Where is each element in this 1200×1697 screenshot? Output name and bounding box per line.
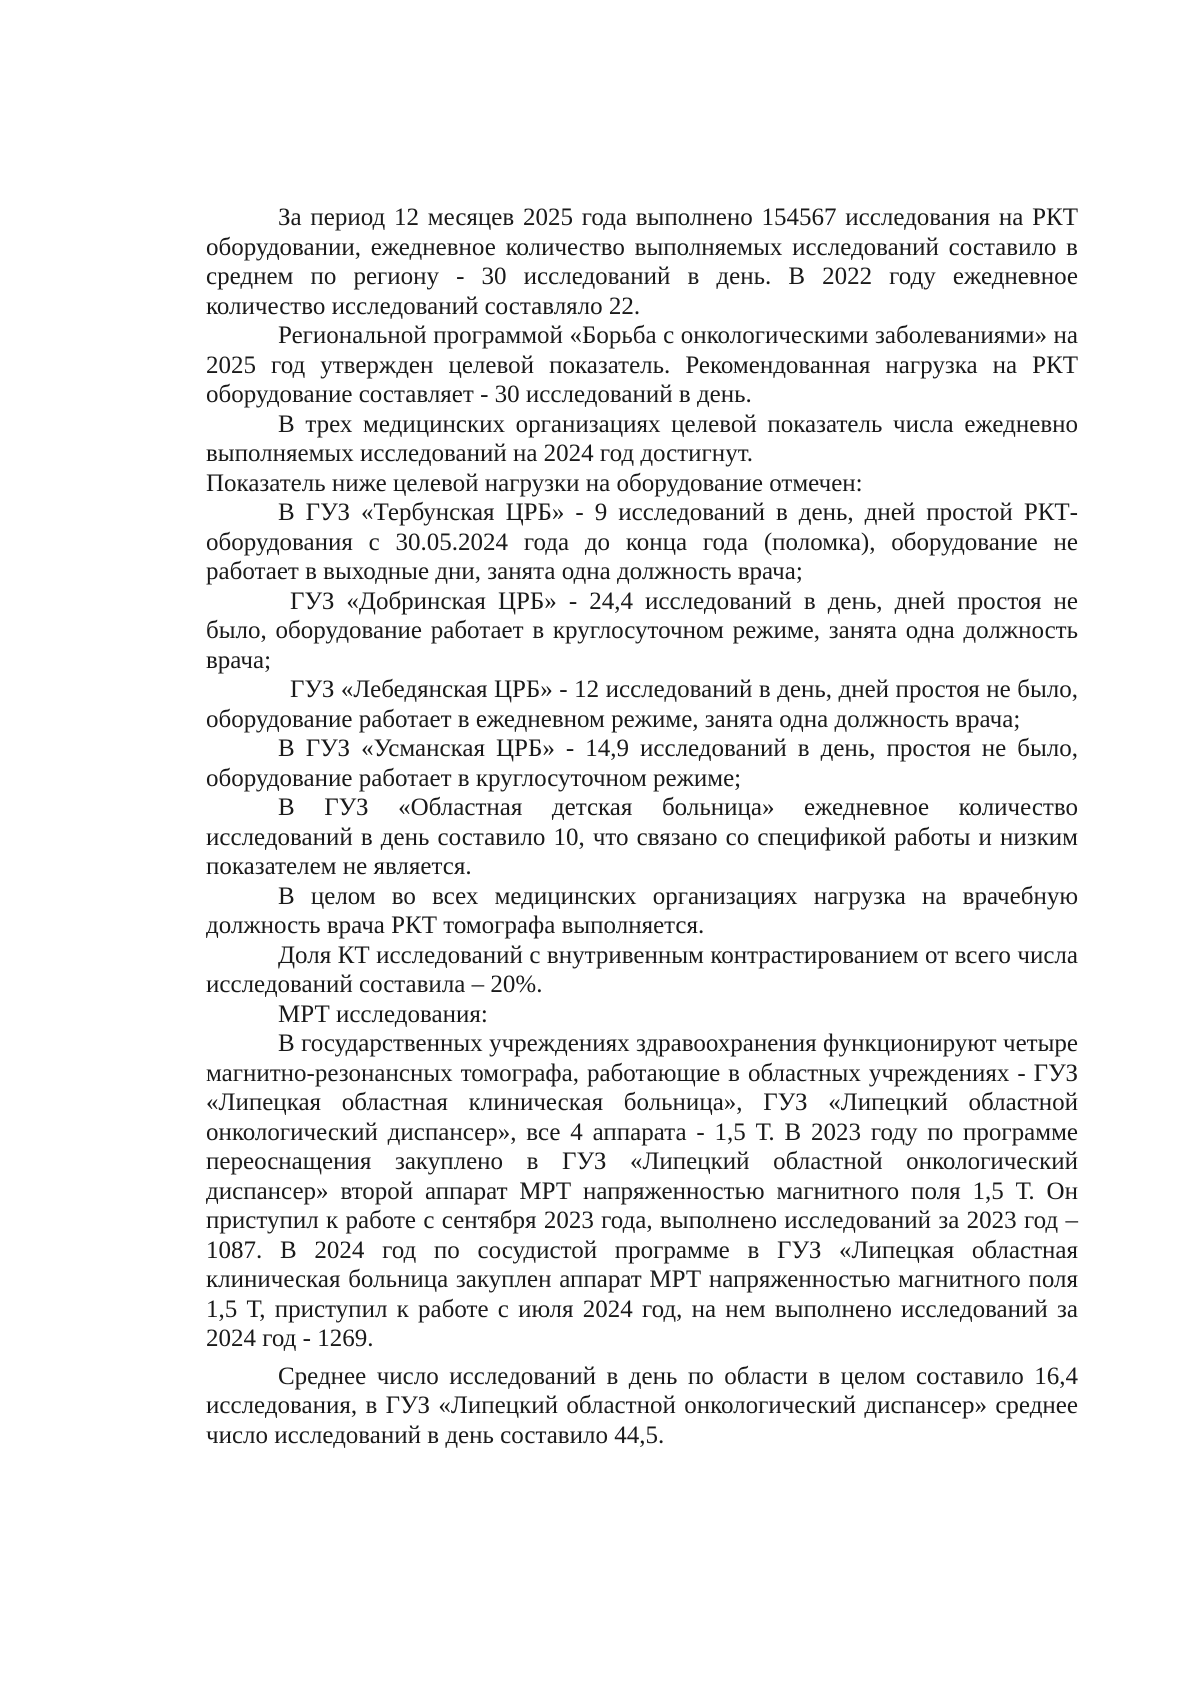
paragraph-contrast-share: Доля КТ исследований с внутривенным контрастированием от всего числа исследований составила – 20%. xyxy=(206,941,1078,998)
section-heading-mri: МРТ исследования: xyxy=(278,1000,488,1028)
paragraph-lebedyanskaya: ГУЗ «Лебедянская ЦРБ» - 12 исследований в день, дней простоя не было, оборудование работает в ежедневном режиме, занята одна должность врача; xyxy=(206,676,1078,733)
paragraph-childrens-hospital: В ГУЗ «Областная детская больница» ежедневное количество исследований в день составило 10, что связано со спецификой работы и низким показателем не является. xyxy=(206,794,1078,880)
paragraph-usmanskaya: В ГУЗ «Усманская ЦРБ» - 14,9 исследований в день, простоя не было, оборудование работает в круглосуточном режиме; xyxy=(206,735,1078,792)
paragraph-overall-load: В целом во всех медицинских организациях нагрузка на врачебную должность врача РКТ томографа выполняется. xyxy=(206,882,1078,939)
document-body xyxy=(206,203,1078,1450)
paragraph-target-achieved: В трех медицинских организациях целевой показатель числа ежедневно выполняемых исследований на 2024 год достигнут. xyxy=(206,410,1078,467)
paragraph-mri-equipment: В государственных учреждениях здравоохранения функционируют четыре магнитно-резонансных томографа, работающие в областных учреждениях - ГУЗ «Липецкая областная клиническая больница», ГУЗ «Липецкий областной онкологический диспансер», все 4 аппарата - 1,5 Т. В 2023 году по программе переоснащения закуплено в ГУЗ «Липецкий областной онкологический диспансер» второй аппарат МРТ напряженностью магнитного поля 1,5 Т. Он приступил к работе с сентября 2023 года, выполнено исследований за 2023 год – 1087. В 2024 год по сосудистой программе в ГУЗ «Липецкая областная клиническая больница закуплен аппарат МРТ напряженностью магнитного поля 1,5 Т, приступил к работе с июля 2024 год, на нем выполнено исследований за 2024 год - 1269. xyxy=(206,1030,1078,1352)
paragraph-regional-program: Региональной программой «Борьба с онкологическими заболеваниями» на 2025 год утвержден целевой показатель. Рекомендованная нагрузка на РКТ оборудование составляет - 30 исследований в день. xyxy=(206,322,1078,408)
paragraph-ct-annual-summary: За период 12 месяцев 2025 года выполнено 154567 исследования на РКТ оборудовании, ежедневное количество выполняемых исследований составило в среднем по региону - 30 исследований в день. В 2022 году ежедневное количество исследований составляло 22. xyxy=(206,204,1078,320)
paragraph-terbunskaya: В ГУЗ «Тербунская ЦРБ» - 9 исследований в день, дней простой РКТ-оборудования с 30.05.2024 года до конца года (поломка), оборудование не работает в выходные дни, занята одна должность врача; xyxy=(206,499,1078,585)
paragraph-dobrinskaya: ГУЗ «Добринская ЦРБ» - 24,4 исследований в день, дней простоя не было, оборудование работает в круглосуточном режиме, занята одна должность врача; xyxy=(206,587,1078,674)
paragraph-below-target-intro: Показатель ниже целевой нагрузки на оборудование отмечен: xyxy=(206,469,863,497)
paragraph-mri-average: Среднее число исследований в день по области в целом составило 16,4 исследования, в ГУЗ «Липецкий областной онкологический диспансер» среднее число исследований в день составило 44,5. xyxy=(206,1362,1078,1449)
